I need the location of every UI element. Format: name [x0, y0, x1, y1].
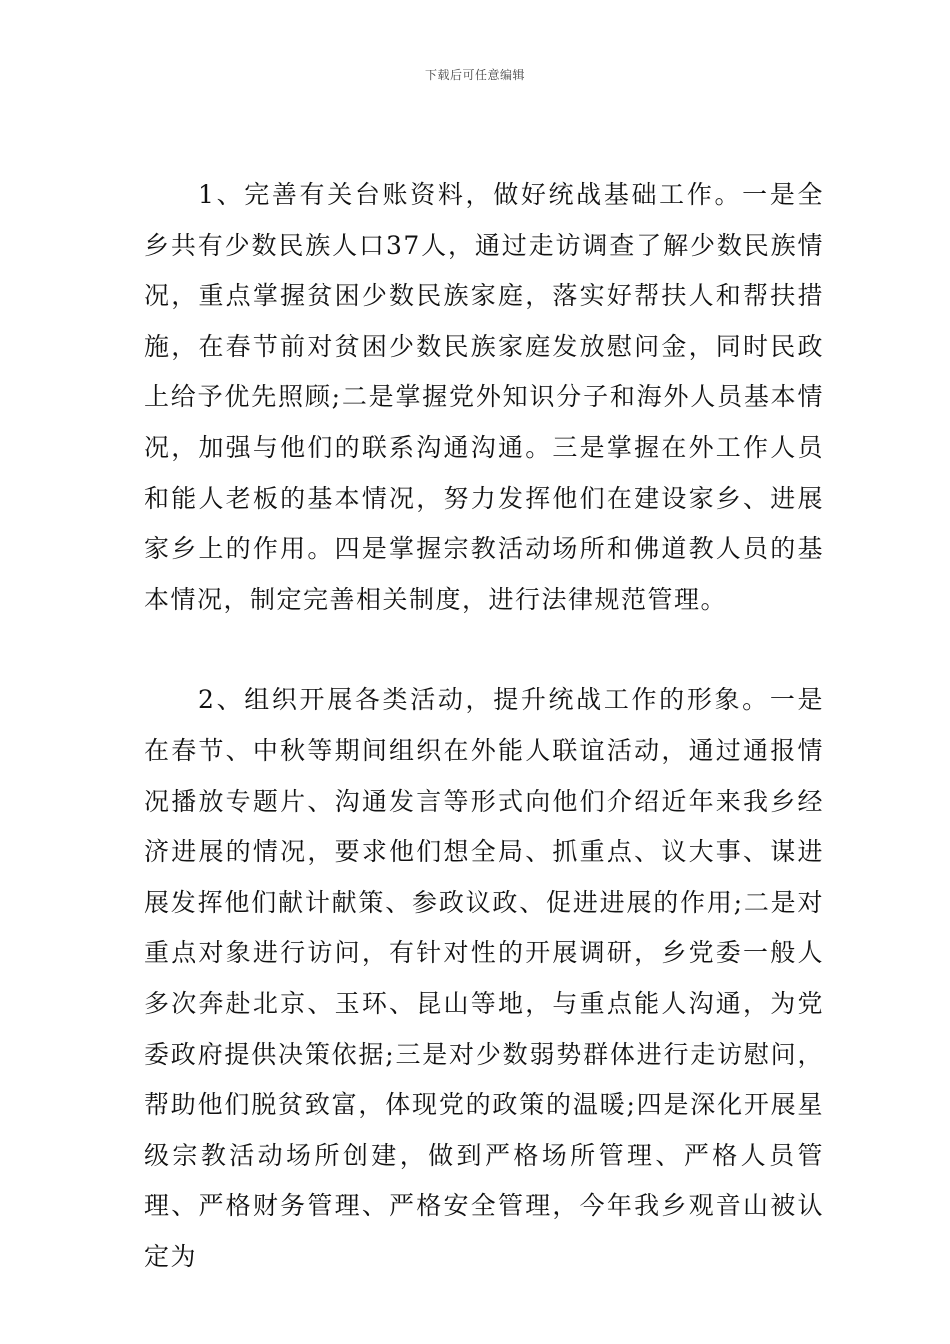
document-body [144, 170, 824, 1282]
paragraph-2: 2、组织开展各类活动，提升统战工作的形象。一是在春节、中秋等期间组织在外能人联谊活动，通过通报情况播放专题片、沟通发言等形式向他们介绍近年来我乡经济进展的情况，要求他们想全局、抓重点、议大事、谋进展发挥他们献计献策、参政议政、促进进展的作用;二是对重点对象进行访问，有针对性的开展调研，乡党委一般人多次奔赴北京、玉环、昆山等地，与重点能人沟通，为党委政府提供决策依据;三是对少数弱势群体进行走访慰问，帮助他们脱贫致富，体现党的政策的温暖;四是深化开展星级宗教活动场所创建，做到严格场所管理、严格人员管理、严格财务管理、严格安全管理，今年我乡观音山被认定为 [144, 685, 824, 1271]
paragraph-1: 1、完善有关台账资料，做好统战基础工作。一是全乡共有少数民族人口37人，通过走访调查了解少数民族情况，重点掌握贫困少数民族家庭，落实好帮扶人和帮扶措施，在春节前对贫困少数民族家庭发放慰问金，同时民政上给予优先照顾;二是掌握党外知识分子和海外人员基本情况，加强与他们的联系沟通沟通。三是掌握在外工作人员和能人老板的基本情况，努力发挥他们在建设家乡、进展家乡上的作用。四是掌握宗教活动场所和佛道教人员的基本情况，制定完善相关制度，进行法律规范管理。 [144, 180, 824, 614]
page-header: 下载后可任意编辑 [424, 68, 525, 82]
